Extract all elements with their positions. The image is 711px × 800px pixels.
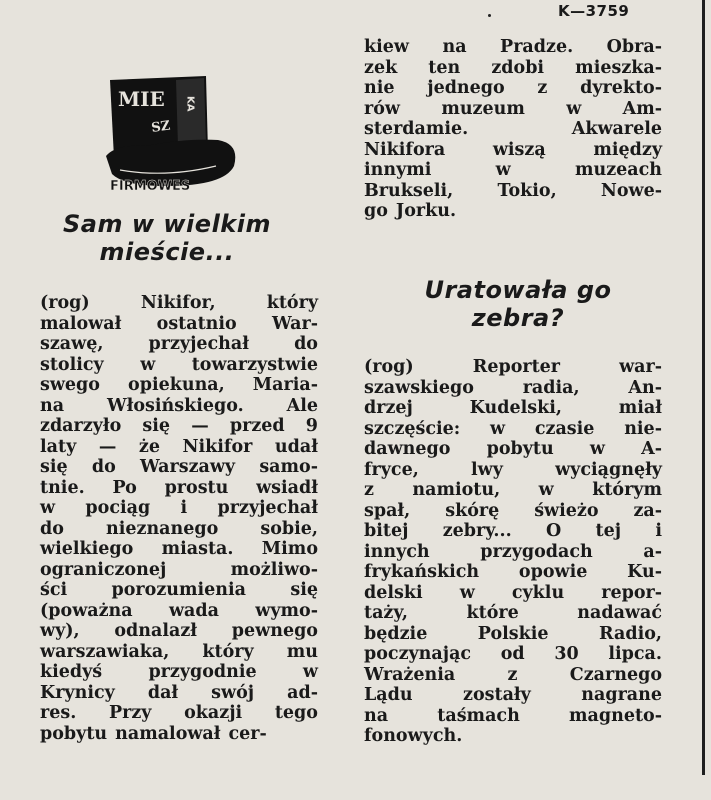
- text-line: wy), odnalazł pewnego: [40, 621, 318, 641]
- text-line: (poważna wada wymo-: [40, 600, 318, 621]
- text-line: Lądu zostały nagrane: [364, 685, 662, 705]
- text-line: go Jorku.: [364, 201, 457, 221]
- text-line: taży, które nadawać: [364, 603, 662, 623]
- text-line: (rog) Reporter war-: [364, 357, 662, 377]
- article1-body: [40, 293, 318, 744]
- column-rule: [702, 0, 705, 775]
- text-line: Nikifora wiszą między: [364, 139, 662, 160]
- text-line: rów muzeum w Am-: [364, 98, 662, 119]
- text-line: zdarzyło się — przed 9: [40, 416, 318, 436]
- text-line: tnie. Po prostu wsiadł: [40, 477, 318, 498]
- page-code: K—3759: [558, 2, 630, 20]
- text-line: na Włosińskiego. Ale: [40, 395, 318, 416]
- brim-text: FIRMOWES: [110, 179, 191, 194]
- text-line: dawnego pobytu w A-: [364, 439, 662, 459]
- text-line: ograniczonej możliwo-: [40, 559, 318, 580]
- text-line: się do Warszawy samo-: [40, 457, 318, 477]
- article2-body: [364, 357, 662, 747]
- text-line: Wrażenia z Czarnego: [364, 664, 662, 685]
- text-line: innych przygodach a-: [364, 541, 662, 562]
- text-line: zek ten zdobi mieszka-: [364, 57, 662, 78]
- article1-continuation: [364, 37, 662, 222]
- article1-headline: [22, 210, 312, 266]
- top-hat-icon: [106, 74, 242, 194]
- text-line: kiew na Pradze. Obra-: [364, 37, 662, 57]
- text-line: szczęście: w czasie nie-: [364, 418, 662, 439]
- text-line: fryce, lwy wyciągnęły: [364, 459, 662, 480]
- print-dot: [488, 14, 491, 17]
- text-line: swego opiekuna, Maria-: [40, 375, 318, 395]
- text-line: wielkiego miasta. Mimo: [40, 539, 318, 559]
- article2-headline-line1: Uratowała go: [424, 276, 612, 304]
- hat-text-side: SZ: [150, 118, 172, 136]
- text-line: delski w cyklu repor-: [364, 582, 662, 603]
- text-line: do nieznanego sobie,: [40, 518, 318, 539]
- article1-headline-line2: mieście...: [99, 238, 235, 266]
- text-line: poczynając od 30 lipca.: [364, 644, 662, 664]
- hat-text-top: MIE: [118, 87, 165, 111]
- text-line: na taśmach magneto-: [364, 705, 662, 726]
- top-hat-logo: [106, 74, 242, 194]
- text-line: nie jednego z dyrekto-: [364, 78, 662, 98]
- text-line: ści porozumienia się: [40, 580, 318, 600]
- text-line: Brukseli, Tokio, Nowe-: [364, 180, 662, 201]
- text-line: warszawiaka, który mu: [40, 641, 318, 662]
- text-line: kiedyś przygodnie w: [40, 662, 318, 682]
- text-line: res. Przy okazji tego: [40, 703, 318, 723]
- text-line: innymi w muzeach: [364, 160, 662, 180]
- text-line: stolicy w towarzystwie: [40, 354, 318, 375]
- text-line: spał, skórę świeżo za-: [364, 500, 662, 521]
- text-line: fonowych.: [364, 726, 463, 746]
- hat-text-small: KA: [184, 96, 196, 112]
- text-line: pobytu namalował cer-: [40, 723, 267, 744]
- text-line: drzej Kudelski, miał: [364, 398, 662, 418]
- text-line: z namiotu, w którym: [364, 480, 662, 500]
- text-line: (rog) Nikifor, który: [40, 293, 318, 313]
- text-line: sterdamie. Akwarele: [364, 119, 662, 139]
- text-line: szawę, przyjechał do: [40, 334, 318, 354]
- article2-headline-line2: zebra?: [471, 304, 565, 332]
- text-line: będzie Polskie Radio,: [364, 623, 662, 644]
- text-line: Krynicy dał swój ad-: [40, 682, 318, 703]
- article1-headline-line1: Sam w wielkim: [63, 210, 271, 238]
- text-line: laty — że Nikifor udał: [40, 436, 318, 457]
- text-line: bitej zebry... O tej i: [364, 521, 662, 541]
- text-line: w pociąg i przyjechał: [40, 498, 318, 518]
- text-line: frykańskich opowie Ku-: [364, 562, 662, 582]
- text-line: malował ostatnio War-: [40, 313, 318, 334]
- article2-headline: [368, 276, 668, 332]
- text-line: szawskiego radia, An-: [364, 377, 662, 398]
